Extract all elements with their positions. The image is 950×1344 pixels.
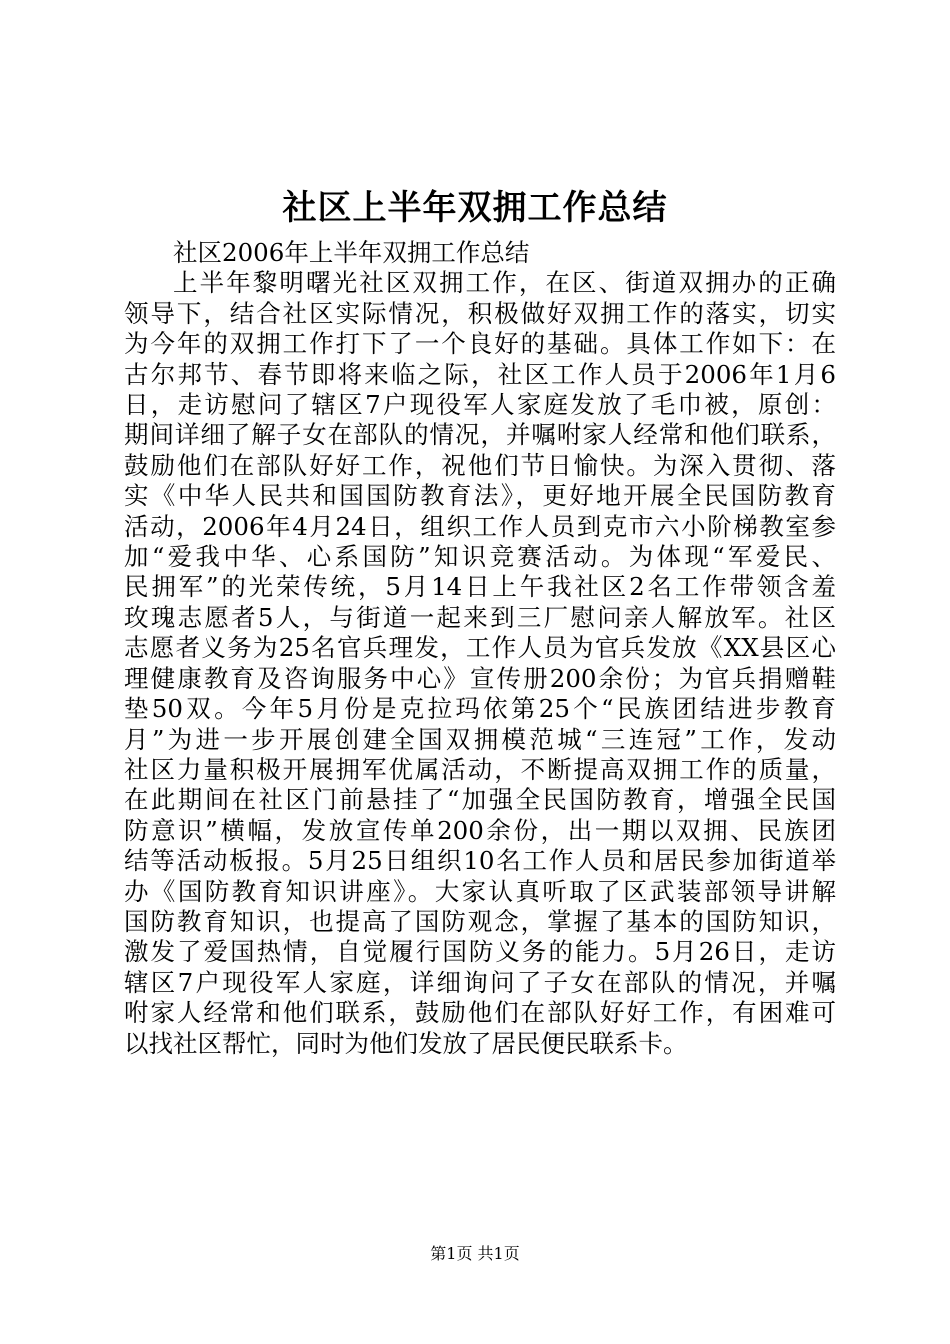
document-subtitle: 社区2006年上半年双拥工作总结	[173, 238, 530, 267]
paragraph-line: 防意识”横幅，发放宣传单200余份，出一期以双拥、民族团	[124, 815, 836, 845]
paragraph-line: 领导下，结合社区实际情况，积极做好双拥工作的落实，切实	[124, 298, 836, 328]
paragraph-line: 月”为进一步开展创建全国双拥模范城“三连冠”工作，发动	[124, 724, 836, 754]
document-body	[124, 238, 836, 1059]
paragraph-line: 加“爱我中华、心系国防”知识竞赛活动。为体现“军爱民、	[124, 542, 836, 572]
paragraph-line: 古尔邦节、春节即将来临之际，社区工作人员于2006年1月6	[124, 359, 836, 389]
paragraph-line: 办《国防教育知识讲座》。大家认真听取了区武装部领导讲解	[124, 876, 836, 906]
paragraph-line: 理健康教育及咨询服务中心》宣传册200余份；为官兵捐赠鞋	[124, 663, 836, 693]
paragraph-line: 在此期间在社区门前悬挂了“加强全民国防教育，增强全民国	[124, 785, 836, 815]
page-footer: 第1页 共1页	[430, 1244, 520, 1263]
paragraph-line: 结等活动板报。5月25日组织10名工作人员和居民参加街道举	[124, 846, 836, 876]
paragraph-line: 上半年黎明曙光社区双拥工作，在区、街道双拥办的正确	[173, 268, 836, 298]
paragraph-line: 鼓励他们在部队好好工作，祝他们节日愉快。为深入贯彻、落	[124, 450, 836, 480]
document-title: 社区上半年双拥工作总结	[282, 188, 668, 228]
paragraph-line: 为今年的双拥工作打下了一个良好的基础。具体工作如下：在	[124, 329, 836, 359]
paragraph-line: 咐家人经常和他们联系，鼓励他们在部队好好工作，有困难可	[124, 998, 836, 1028]
paragraph-line: 玫瑰志愿者5人，与街道一起来到三厂慰问亲人解放军。社区	[124, 602, 836, 632]
paragraph-line: 志愿者义务为25名官兵理发，工作人员为官兵发放《XX县区心	[124, 633, 836, 663]
paragraph-line: 垫50双。今年5月份是克拉玛依第25个“民族团结进步教育	[124, 694, 836, 724]
paragraph-line: 以找社区帮忙，同时为他们发放了居民便民联系卡。	[124, 1028, 688, 1058]
paragraph-line: 期间详细了解子女在部队的情况，并嘱咐家人经常和他们联系，	[124, 420, 836, 450]
paragraph-line: 社区力量积极开展拥军优属活动，不断提高双拥工作的质量，	[124, 754, 836, 784]
paragraph-line: 活动，2006年4月24日，组织工作人员到克市六小阶梯教室参	[124, 511, 836, 541]
paragraph-line: 日，走访慰问了辖区7户现役军人家庭发放了毛巾被，原创：	[124, 390, 836, 420]
paragraph-line: 实《中华人民共和国国防教育法》，更好地开展全民国防教育	[124, 481, 836, 511]
paragraph-line: 激发了爱国热情，自觉履行国防义务的能力。5月26日，走访	[124, 937, 836, 967]
paragraph-line: 民拥军”的光荣传统，5月14日上午我社区2名工作带领含羞	[124, 572, 836, 602]
paragraph-line: 国防教育知识，也提高了国防观念，掌握了基本的国防知识，	[124, 906, 836, 936]
paragraph-line: 辖区7户现役军人家庭，详细询问了子女在部队的情况，并嘱	[124, 967, 836, 997]
